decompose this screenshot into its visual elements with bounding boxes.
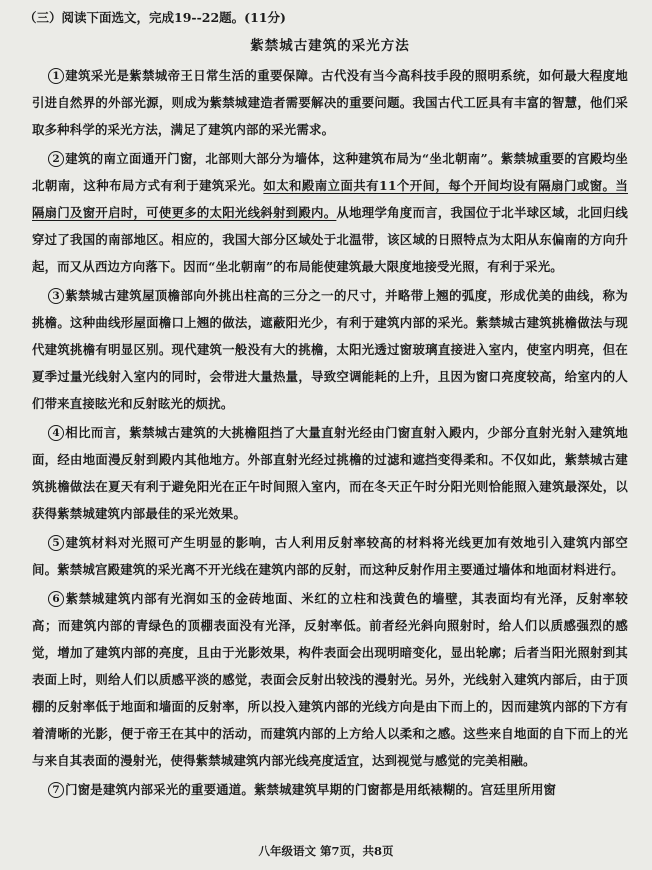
paragraph-text: 紫禁城建筑内部有光润如玉的金砖地面、米红的立柱和浅黄色的墙壁，其表面均有光泽，反射率较高；而建筑内部的青绿色的顶棚表面没有光泽，反射率低。前者经光斜向照射时，给人们以质感强烈的感觉，增加了建筑内部的亮度，且由于光影效果，构件表面会出现明暗变化，显出轮廓；后者当阳光照射到其表面上时，则给人们以质感平淡的感觉，表面会反射出较浅的漫射光。另外，光线射入建筑内部后，由于顶棚的反射率低于地面和墙面的反射率，所以投入建筑内部的光线方向是由下而上的，因而建筑内部的下方有着清晰的光影，便于帝王在其中的活动，而建筑内部的上方给人以柔和之感。这些来自地面的自下而上的光与来自其表面的漫射光，使得紫禁城建筑内部光线亮度适宜，达到视觉与感觉的完美相融。 <box>32 591 628 768</box>
paragraph-5 <box>32 529 628 583</box>
paragraph-number-7: 7 <box>48 782 64 798</box>
paragraph-text: 紫禁城古建筑屋顶檐部向外挑出柱高的三分之一的尺寸，并略带上翘的弧度，形成优美的曲线，称为挑檐。这种曲线形屋面檐口上翘的做法，遮蔽阳光少，有利于建筑内部的采光。紫禁城古建筑挑檐做法与现代建筑挑檐有明显区别。现代建筑一般没有大的挑檐，太阳光透过窗玻璃直接进入室内，使室内明亮，但在夏季过量光线射入室内的同时，会带进大量热量，导致空调能耗的上升，且因为窗口亮度较高，给室内的人们带来直接眩光和反射眩光的烦扰。 <box>32 288 628 411</box>
article-title: 紫禁城古建筑的采光方法 <box>250 38 410 54</box>
paragraph-text: 建筑的南立面通开门窗，北部则大部分为墙体，这种建筑布局为“坐北朝南”。紫禁城重要的宫殿均坐北朝南，这种布局方式有利于建筑采光。 <box>32 151 628 193</box>
paragraph-text: 门窗是建筑内部采光的重要通道。紫禁城建筑早期的门窗都是用纸裱糊的。宫廷里所用窗 <box>65 782 557 797</box>
paragraph-number-2: 2 <box>48 151 64 167</box>
paragraph-text: 建筑采光是紫禁城帝王日常生活的重要保障。古代没有当今高科技手段的照明系统，如何最大程度地引进自然界的外部光源，则成为紫禁城建造者需要解决的重要问题。我国古代工匠具有丰富的智慧，他们采取多种科学的采光方法，满足了建筑内部的采光需求。 <box>32 68 628 137</box>
paragraph-number-4: 4 <box>48 425 64 441</box>
underlined-sentence: 如太和殿南立面共有11个开间，每个开间均设有隔扇门或窗。当隔扇门及窗开启时，可使更多的太阳光线斜射到殿内。 <box>32 178 628 220</box>
paragraph-text: 建筑材料对光照可产生明显的影响，古人利用反射率较高的材料将光线更加有效地引入建筑内部空间。紫禁城宫殿建筑的采光离不开光线在建筑内部的反射，而这种反射作用主要通过墙体和地面材料进行。 <box>32 535 628 577</box>
paragraph-text: 从地理学角度而言，我国位于北半球区域，北回归线穿过了我国的南部地区。相应的，我国大部分区域处于北温带，该区域的日照特点为太阳从东偏南的方向升起，而又从西边方向落下。因而“坐北朝南”的布局能使建筑最大限度地接受光照，有利于采光。 <box>32 205 628 274</box>
paragraph-number-6: 6 <box>48 591 64 607</box>
paragraph-2 <box>32 145 628 280</box>
paragraph-number-5: 5 <box>48 535 64 551</box>
paragraph-1 <box>32 62 628 143</box>
paragraph-7 <box>32 776 628 803</box>
paragraph-number-1: 1 <box>48 68 64 84</box>
section-header: （三）阅读下面选文，完成19--22题。(11分) <box>24 10 286 25</box>
page-footer: 八年级语文 第7页，共8页 <box>258 844 394 858</box>
paragraph-text: 相比而言，紫禁城古建筑的大挑檐阻挡了大量直射光经由门窗直射入殿内，少部分直射光射入建筑地面，经由地面漫反射到殿内其他地方。外部直射光经过挑檐的过滤和遮挡变得柔和。不仅如此，紫禁城古建筑挑檐做法在夏天有利于避免阳光在正午时间照入室内，而在冬天正午时分阳光则恰能照入建筑最深处，以获得紫禁城建筑内部最佳的采光效果。 <box>32 425 628 521</box>
paragraph-6 <box>32 585 628 774</box>
paragraph-number-3: 3 <box>48 288 64 304</box>
paragraph-3 <box>32 282 628 417</box>
paragraph-4 <box>32 419 628 527</box>
